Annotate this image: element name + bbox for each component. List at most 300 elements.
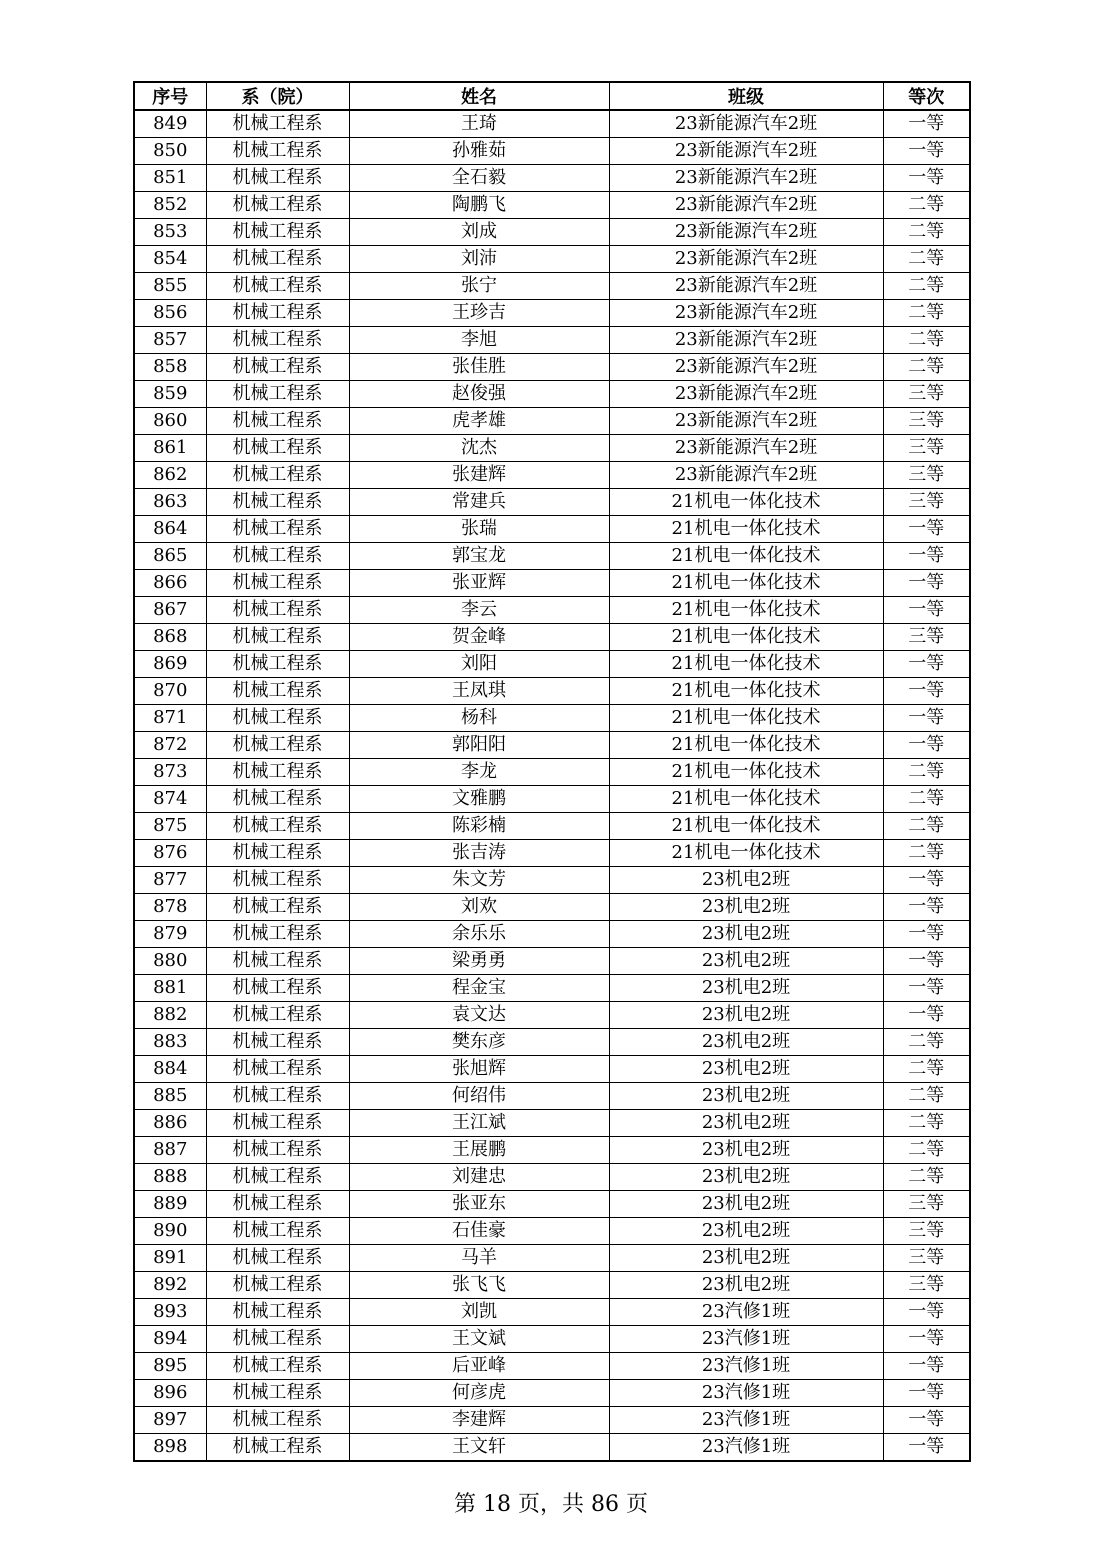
- table-row: [134, 1029, 970, 1056]
- cell-class: 23新能源汽车2班: [609, 273, 883, 300]
- cell-name: 郭宝龙: [349, 543, 609, 570]
- table-row: [134, 1326, 970, 1353]
- cell-class: 23新能源汽车2班: [609, 138, 883, 165]
- cell-name: 石佳豪: [349, 1218, 609, 1245]
- cell-name: 王琦: [349, 110, 609, 138]
- table-row: [134, 786, 970, 813]
- cell-grade: 二等: [883, 759, 970, 786]
- cell-index: 882: [134, 1002, 206, 1029]
- cell-index: 866: [134, 570, 206, 597]
- cell-name: 张飞飞: [349, 1272, 609, 1299]
- cell-class: 21机电一体化技术: [609, 651, 883, 678]
- cell-grade: 二等: [883, 327, 970, 354]
- cell-department: 机械工程系: [206, 1029, 349, 1056]
- cell-index: 855: [134, 273, 206, 300]
- cell-grade: 三等: [883, 1245, 970, 1272]
- cell-class: 21机电一体化技术: [609, 543, 883, 570]
- cell-index: 861: [134, 435, 206, 462]
- cell-name: 张瑞: [349, 516, 609, 543]
- cell-index: 853: [134, 219, 206, 246]
- cell-department: 机械工程系: [206, 948, 349, 975]
- cell-department: 机械工程系: [206, 327, 349, 354]
- cell-name: 贺金峰: [349, 624, 609, 651]
- cell-grade: 一等: [883, 651, 970, 678]
- cell-department: 机械工程系: [206, 192, 349, 219]
- cell-class: 21机电一体化技术: [609, 840, 883, 867]
- table-row: [134, 489, 970, 516]
- cell-grade: 一等: [883, 975, 970, 1002]
- cell-name: 朱文芳: [349, 867, 609, 894]
- cell-grade: 三等: [883, 624, 970, 651]
- cell-index: 857: [134, 327, 206, 354]
- cell-name: 刘沛: [349, 246, 609, 273]
- cell-name: 王江斌: [349, 1110, 609, 1137]
- header-grade: 等次: [883, 82, 970, 110]
- table-row: [134, 948, 970, 975]
- cell-index: 890: [134, 1218, 206, 1245]
- cell-name: 程金宝: [349, 975, 609, 1002]
- cell-name: 马羊: [349, 1245, 609, 1272]
- cell-index: 875: [134, 813, 206, 840]
- cell-class: 23新能源汽车2班: [609, 110, 883, 138]
- cell-department: 机械工程系: [206, 246, 349, 273]
- table-row: [134, 462, 970, 489]
- cell-class: 21机电一体化技术: [609, 813, 883, 840]
- table-row: [134, 732, 970, 759]
- cell-grade: 一等: [883, 1407, 970, 1434]
- cell-class: 21机电一体化技术: [609, 705, 883, 732]
- cell-department: 机械工程系: [206, 1353, 349, 1380]
- cell-grade: 一等: [883, 597, 970, 624]
- cell-index: 891: [134, 1245, 206, 1272]
- cell-grade: 一等: [883, 1353, 970, 1380]
- cell-name: 虎孝雄: [349, 408, 609, 435]
- cell-class: 23机电2班: [609, 1137, 883, 1164]
- cell-index: 873: [134, 759, 206, 786]
- table-row: [134, 1245, 970, 1272]
- cell-grade: 二等: [883, 354, 970, 381]
- cell-index: 893: [134, 1299, 206, 1326]
- cell-name: 张吉涛: [349, 840, 609, 867]
- cell-department: 机械工程系: [206, 1272, 349, 1299]
- table-row: [134, 1083, 970, 1110]
- cell-department: 机械工程系: [206, 516, 349, 543]
- table-row: [134, 1110, 970, 1137]
- cell-class: 23机电2班: [609, 894, 883, 921]
- cell-name: 全石毅: [349, 165, 609, 192]
- header-class: 班级: [609, 82, 883, 110]
- cell-grade: 一等: [883, 1380, 970, 1407]
- header-index: 序号: [134, 82, 206, 110]
- cell-index: 887: [134, 1137, 206, 1164]
- cell-index: 865: [134, 543, 206, 570]
- table-row: [134, 678, 970, 705]
- cell-department: 机械工程系: [206, 1245, 349, 1272]
- cell-department: 机械工程系: [206, 435, 349, 462]
- cell-name: 张亚辉: [349, 570, 609, 597]
- table-row: [134, 354, 970, 381]
- table-row: [134, 975, 970, 1002]
- cell-name: 李云: [349, 597, 609, 624]
- cell-grade: 三等: [883, 1272, 970, 1299]
- table-row: [134, 110, 970, 138]
- table-row: [134, 1164, 970, 1191]
- cell-index: 898: [134, 1434, 206, 1462]
- cell-grade: 一等: [883, 705, 970, 732]
- cell-grade: 二等: [883, 1137, 970, 1164]
- cell-name: 王展鹏: [349, 1137, 609, 1164]
- cell-name: 张建辉: [349, 462, 609, 489]
- cell-index: 877: [134, 867, 206, 894]
- cell-grade: 一等: [883, 1002, 970, 1029]
- cell-name: 张亚东: [349, 1191, 609, 1218]
- cell-index: 860: [134, 408, 206, 435]
- cell-index: 885: [134, 1083, 206, 1110]
- cell-class: 23汽修1班: [609, 1407, 883, 1434]
- cell-class: 21机电一体化技术: [609, 624, 883, 651]
- cell-grade: 二等: [883, 1164, 970, 1191]
- cell-name: 王文轩: [349, 1434, 609, 1462]
- cell-class: 23机电2班: [609, 1218, 883, 1245]
- cell-department: 机械工程系: [206, 462, 349, 489]
- cell-name: 张佳胜: [349, 354, 609, 381]
- cell-department: 机械工程系: [206, 813, 349, 840]
- table-row: [134, 543, 970, 570]
- cell-class: 23机电2班: [609, 1110, 883, 1137]
- cell-department: 机械工程系: [206, 543, 349, 570]
- cell-department: 机械工程系: [206, 786, 349, 813]
- cell-name: 赵俊强: [349, 381, 609, 408]
- cell-class: 23机电2班: [609, 1191, 883, 1218]
- cell-department: 机械工程系: [206, 1407, 349, 1434]
- table-row: [134, 597, 970, 624]
- cell-grade: 二等: [883, 1029, 970, 1056]
- table-header-row: [134, 82, 970, 110]
- cell-department: 机械工程系: [206, 597, 349, 624]
- cell-department: 机械工程系: [206, 570, 349, 597]
- cell-index: 880: [134, 948, 206, 975]
- table-row: [134, 1218, 970, 1245]
- cell-index: 849: [134, 110, 206, 138]
- table-row: [134, 435, 970, 462]
- cell-index: 867: [134, 597, 206, 624]
- cell-department: 机械工程系: [206, 975, 349, 1002]
- cell-grade: 一等: [883, 732, 970, 759]
- table-row: [134, 1380, 970, 1407]
- cell-department: 机械工程系: [206, 110, 349, 138]
- cell-class: 21机电一体化技术: [609, 678, 883, 705]
- cell-department: 机械工程系: [206, 840, 349, 867]
- cell-name: 陶鹏飞: [349, 192, 609, 219]
- table-row: [134, 651, 970, 678]
- cell-department: 机械工程系: [206, 651, 349, 678]
- cell-grade: 一等: [883, 1326, 970, 1353]
- cell-department: 机械工程系: [206, 489, 349, 516]
- cell-grade: 三等: [883, 408, 970, 435]
- table-row: [134, 165, 970, 192]
- table-row: [134, 570, 970, 597]
- table-row: [134, 192, 970, 219]
- table-row: [134, 1272, 970, 1299]
- cell-name: 张宁: [349, 273, 609, 300]
- cell-name: 常建兵: [349, 489, 609, 516]
- cell-grade: 三等: [883, 489, 970, 516]
- table-row: [134, 408, 970, 435]
- cell-class: 21机电一体化技术: [609, 732, 883, 759]
- cell-index: 888: [134, 1164, 206, 1191]
- cell-index: 871: [134, 705, 206, 732]
- cell-grade: 一等: [883, 894, 970, 921]
- cell-class: 23机电2班: [609, 921, 883, 948]
- cell-class: 23汽修1班: [609, 1380, 883, 1407]
- cell-department: 机械工程系: [206, 1191, 349, 1218]
- cell-name: 王凤琪: [349, 678, 609, 705]
- cell-name: 刘欢: [349, 894, 609, 921]
- table-row: [134, 1407, 970, 1434]
- cell-index: 863: [134, 489, 206, 516]
- cell-index: 881: [134, 975, 206, 1002]
- cell-name: 杨科: [349, 705, 609, 732]
- cell-index: 852: [134, 192, 206, 219]
- cell-department: 机械工程系: [206, 705, 349, 732]
- table-row: [134, 516, 970, 543]
- cell-index: 892: [134, 1272, 206, 1299]
- cell-class: 23汽修1班: [609, 1299, 883, 1326]
- cell-grade: 一等: [883, 543, 970, 570]
- cell-index: 851: [134, 165, 206, 192]
- cell-grade: 二等: [883, 273, 970, 300]
- cell-class: 23机电2班: [609, 1002, 883, 1029]
- cell-department: 机械工程系: [206, 1164, 349, 1191]
- cell-class: 23机电2班: [609, 1245, 883, 1272]
- cell-class: 23机电2班: [609, 1056, 883, 1083]
- cell-index: 869: [134, 651, 206, 678]
- cell-name: 孙雅茹: [349, 138, 609, 165]
- cell-index: 895: [134, 1353, 206, 1380]
- cell-class: 23新能源汽车2班: [609, 327, 883, 354]
- table-row: [134, 840, 970, 867]
- cell-grade: 二等: [883, 1110, 970, 1137]
- cell-class: 23新能源汽车2班: [609, 192, 883, 219]
- cell-name: 张旭辉: [349, 1056, 609, 1083]
- header-department: 系（院）: [206, 82, 349, 110]
- table-row: [134, 246, 970, 273]
- cell-index: 859: [134, 381, 206, 408]
- cell-grade: 二等: [883, 246, 970, 273]
- cell-grade: 二等: [883, 1056, 970, 1083]
- cell-class: 23新能源汽车2班: [609, 246, 883, 273]
- cell-index: 874: [134, 786, 206, 813]
- header-name: 姓名: [349, 82, 609, 110]
- cell-department: 机械工程系: [206, 1380, 349, 1407]
- cell-grade: 一等: [883, 570, 970, 597]
- cell-class: 23新能源汽车2班: [609, 165, 883, 192]
- cell-index: 894: [134, 1326, 206, 1353]
- table-body: [134, 110, 970, 1461]
- cell-grade: 二等: [883, 300, 970, 327]
- cell-class: 23机电2班: [609, 975, 883, 1002]
- cell-department: 机械工程系: [206, 1110, 349, 1137]
- cell-grade: 一等: [883, 516, 970, 543]
- table-row: [134, 327, 970, 354]
- cell-name: 郭阳阳: [349, 732, 609, 759]
- cell-index: 876: [134, 840, 206, 867]
- cell-index: 858: [134, 354, 206, 381]
- cell-department: 机械工程系: [206, 1056, 349, 1083]
- cell-department: 机械工程系: [206, 1299, 349, 1326]
- cell-grade: 三等: [883, 462, 970, 489]
- table-row: [134, 1353, 970, 1380]
- cell-index: 889: [134, 1191, 206, 1218]
- cell-name: 袁文达: [349, 1002, 609, 1029]
- cell-name: 陈彩楠: [349, 813, 609, 840]
- cell-grade: 三等: [883, 1218, 970, 1245]
- cell-grade: 一等: [883, 1299, 970, 1326]
- cell-index: 850: [134, 138, 206, 165]
- table-row: [134, 1299, 970, 1326]
- table-row: [134, 1137, 970, 1164]
- cell-class: 23新能源汽车2班: [609, 408, 883, 435]
- cell-index: 879: [134, 921, 206, 948]
- cell-name: 文雅鹏: [349, 786, 609, 813]
- cell-class: 21机电一体化技术: [609, 489, 883, 516]
- cell-class: 23机电2班: [609, 1083, 883, 1110]
- cell-name: 后亚峰: [349, 1353, 609, 1380]
- table-row: [134, 1056, 970, 1083]
- cell-class: 23机电2班: [609, 948, 883, 975]
- award-list-table: [133, 81, 971, 1462]
- cell-class: 23新能源汽车2班: [609, 354, 883, 381]
- cell-name: 王珍吉: [349, 300, 609, 327]
- cell-grade: 一等: [883, 921, 970, 948]
- cell-index: 896: [134, 1380, 206, 1407]
- cell-grade: 二等: [883, 786, 970, 813]
- cell-class: 23机电2班: [609, 867, 883, 894]
- cell-class: 23汽修1班: [609, 1353, 883, 1380]
- cell-department: 机械工程系: [206, 1002, 349, 1029]
- cell-index: 870: [134, 678, 206, 705]
- cell-class: 23机电2班: [609, 1272, 883, 1299]
- cell-index: 897: [134, 1407, 206, 1434]
- cell-index: 868: [134, 624, 206, 651]
- cell-department: 机械工程系: [206, 138, 349, 165]
- cell-department: 机械工程系: [206, 300, 349, 327]
- cell-index: 856: [134, 300, 206, 327]
- cell-index: 886: [134, 1110, 206, 1137]
- table-row: [134, 381, 970, 408]
- cell-department: 机械工程系: [206, 732, 349, 759]
- cell-grade: 一等: [883, 948, 970, 975]
- cell-name: 刘成: [349, 219, 609, 246]
- cell-grade: 二等: [883, 840, 970, 867]
- table-row: [134, 1434, 970, 1462]
- cell-grade: 二等: [883, 813, 970, 840]
- cell-grade: 三等: [883, 381, 970, 408]
- table-row: [134, 624, 970, 651]
- cell-class: 23新能源汽车2班: [609, 300, 883, 327]
- cell-grade: 一等: [883, 1434, 970, 1462]
- cell-department: 机械工程系: [206, 273, 349, 300]
- cell-grade: 三等: [883, 435, 970, 462]
- cell-index: 883: [134, 1029, 206, 1056]
- cell-name: 沈杰: [349, 435, 609, 462]
- cell-department: 机械工程系: [206, 678, 349, 705]
- cell-class: 23机电2班: [609, 1029, 883, 1056]
- cell-department: 机械工程系: [206, 867, 349, 894]
- cell-class: 23汽修1班: [609, 1434, 883, 1462]
- cell-index: 878: [134, 894, 206, 921]
- cell-name: 王文斌: [349, 1326, 609, 1353]
- cell-department: 机械工程系: [206, 408, 349, 435]
- cell-index: 862: [134, 462, 206, 489]
- cell-class: 23汽修1班: [609, 1326, 883, 1353]
- cell-name: 梁勇勇: [349, 948, 609, 975]
- table-row: [134, 138, 970, 165]
- cell-department: 机械工程系: [206, 165, 349, 192]
- cell-class: 23新能源汽车2班: [609, 462, 883, 489]
- cell-department: 机械工程系: [206, 894, 349, 921]
- cell-class: 23新能源汽车2班: [609, 219, 883, 246]
- cell-index: 854: [134, 246, 206, 273]
- cell-department: 机械工程系: [206, 1218, 349, 1245]
- cell-name: 李龙: [349, 759, 609, 786]
- cell-index: 872: [134, 732, 206, 759]
- table-row: [134, 219, 970, 246]
- cell-class: 21机电一体化技术: [609, 570, 883, 597]
- cell-grade: 二等: [883, 192, 970, 219]
- cell-name: 余乐乐: [349, 921, 609, 948]
- cell-department: 机械工程系: [206, 354, 349, 381]
- cell-grade: 二等: [883, 219, 970, 246]
- cell-class: 21机电一体化技术: [609, 786, 883, 813]
- cell-grade: 一等: [883, 110, 970, 138]
- table-row: [134, 813, 970, 840]
- cell-class: 23新能源汽车2班: [609, 381, 883, 408]
- cell-name: 刘阳: [349, 651, 609, 678]
- table-row: [134, 300, 970, 327]
- cell-department: 机械工程系: [206, 1326, 349, 1353]
- table-row: [134, 705, 970, 732]
- cell-grade: 三等: [883, 1191, 970, 1218]
- cell-name: 李旭: [349, 327, 609, 354]
- cell-department: 机械工程系: [206, 381, 349, 408]
- cell-name: 刘建忠: [349, 1164, 609, 1191]
- cell-grade: 一等: [883, 867, 970, 894]
- cell-department: 机械工程系: [206, 1137, 349, 1164]
- table-row: [134, 894, 970, 921]
- cell-name: 何绍伟: [349, 1083, 609, 1110]
- cell-department: 机械工程系: [206, 1434, 349, 1462]
- cell-name: 李建辉: [349, 1407, 609, 1434]
- table-row: [134, 273, 970, 300]
- cell-department: 机械工程系: [206, 759, 349, 786]
- cell-department: 机械工程系: [206, 1083, 349, 1110]
- cell-index: 864: [134, 516, 206, 543]
- cell-index: 884: [134, 1056, 206, 1083]
- cell-name: 刘凯: [349, 1299, 609, 1326]
- table-row: [134, 867, 970, 894]
- cell-class: 21机电一体化技术: [609, 759, 883, 786]
- cell-name: 何彦虎: [349, 1380, 609, 1407]
- table-row: [134, 921, 970, 948]
- cell-department: 机械工程系: [206, 921, 349, 948]
- table-row: [134, 759, 970, 786]
- table-row: [134, 1002, 970, 1029]
- cell-class: 21机电一体化技术: [609, 516, 883, 543]
- cell-class: 23新能源汽车2班: [609, 435, 883, 462]
- cell-class: 21机电一体化技术: [609, 597, 883, 624]
- cell-grade: 一等: [883, 678, 970, 705]
